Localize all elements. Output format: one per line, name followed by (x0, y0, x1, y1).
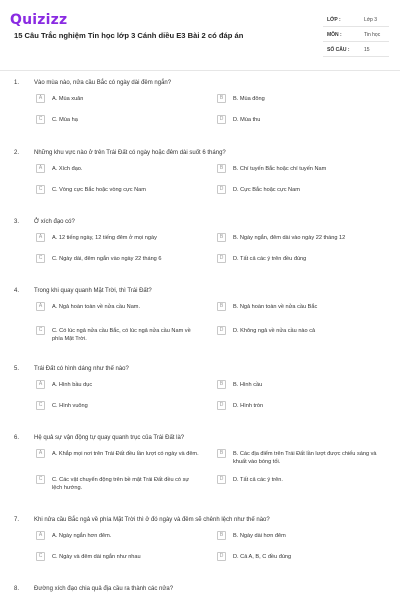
option-letter-box: D (217, 552, 226, 561)
option-text: D. Mùa thu (233, 117, 261, 123)
option-letter-box: A (36, 380, 45, 389)
option-letter-box: C (36, 552, 45, 561)
option-letter-box: D (217, 185, 226, 194)
option-letter-box: B (217, 233, 226, 242)
option-letter-box: A (36, 531, 45, 540)
option-letter-box: D (217, 115, 226, 124)
question-number: 6. (14, 435, 20, 441)
question-text: Khi nửa cầu Bắc ngả về phía Mặt Trời thì ở đó ngày và đêm sẽ chênh lệch như thế nào? (34, 517, 270, 523)
option-letter-box: B (217, 164, 226, 173)
question-text: Những khu vực nào ở trên Trái Đất có ngày hoặc đêm dài suốt 6 tháng? (34, 150, 226, 156)
option-text: B. Ngả hoàn toàn về nửa cầu Bắc (233, 304, 318, 310)
worksheet-header (0, 0, 400, 70)
option-letter-box: B (217, 94, 226, 103)
option-text: B. Ngày ngắn, đêm dài vào ngày 22 tháng 12 (233, 235, 346, 241)
meta-key: LỚP : (327, 17, 341, 23)
question-number: 4. (14, 288, 20, 294)
option-text: C. Mùa hạ (52, 117, 78, 123)
option-text: A. Ngày ngắn hơn đêm. (52, 533, 112, 539)
question-text: Vào mùa nào, nửa cầu Bắc có ngày dài đêm ngắn? (34, 80, 172, 86)
option-letter-box: D (217, 401, 226, 410)
option-letter-box: C (36, 115, 45, 124)
brand-logo: Quizizz (10, 12, 68, 28)
option-text: C. Ngày và đêm dài ngắn như nhau (52, 554, 141, 560)
meta-row-count (323, 42, 389, 57)
option-letter-box: C (36, 254, 45, 263)
option-text: C. Ngày dài, đêm ngắn vào ngày 22 tháng 6 (52, 256, 162, 262)
option-text: A. Ngả hoàn toàn về nửa cầu Nam. (52, 304, 141, 310)
option-text: D. Hình tròn (233, 403, 264, 409)
question-number: 5. (14, 366, 20, 372)
question-text: Trái Đất có hình dáng như thế nào? (34, 366, 129, 372)
option-letter-box: C (36, 185, 45, 194)
option-letter-box: B (217, 531, 226, 540)
option-text: B. Hình cầu (233, 382, 263, 388)
option-text: D. Tất cả các ý trên đều đúng (233, 256, 307, 262)
option-text: C. Các vật chuyển động trên bề mặt Trái Đất đều có sự lệch hướng. (52, 477, 190, 491)
option-letter-box: C (36, 401, 45, 410)
question-number: 1. (14, 80, 20, 86)
meta-table (323, 12, 389, 57)
meta-value: 15 (364, 47, 370, 53)
header-divider (0, 70, 400, 71)
option-text: B. Ngày dài hơn đêm (233, 533, 286, 539)
option-text: B. Các địa điểm trên Trái Đất lần lượt được chiếu sáng và khuất vào bóng tối. (233, 451, 377, 465)
option-text: C. Có lúc ngả nửa cầu Bắc, có lúc ngả nửa cầu Nam về phía Mặt Trời. (52, 328, 191, 342)
option-letter-box: B (217, 380, 226, 389)
option-text: D. Cực Bắc hoặc cực Nam (233, 187, 300, 193)
option-letter-box: B (217, 302, 226, 311)
option-letter-box: B (217, 449, 226, 458)
question-text: Đường xích đạo chia quả địa cầu ra thành các nửa? (34, 586, 174, 592)
meta-key: MÔN : (327, 32, 342, 38)
option-text: B. Chí tuyến Bắc hoặc chí tuyến Nam (233, 166, 327, 172)
option-letter-box: D (217, 475, 226, 484)
question-text: Ở xích đạo có? (34, 219, 75, 225)
meta-row-subject (323, 27, 389, 42)
option-letter-box: A (36, 449, 45, 458)
question-number: 8. (14, 586, 20, 592)
question-text: Hệ quả sự vận động tự quay quanh trục của Trái Đất là? (34, 435, 185, 441)
option-text: D. Cả A, B, C đều đúng (233, 554, 292, 560)
meta-row-class (323, 12, 389, 27)
worksheet-title: 15 Câu Trắc nghiệm Tin học lớp 3 Cánh diều E3 Bài 2 có đáp án (14, 31, 244, 40)
meta-key: SỐ CÂU : (327, 47, 350, 53)
option-letter-box: C (36, 475, 45, 484)
option-text: D. Tất cả các ý trên. (233, 477, 283, 483)
question-number: 2. (14, 150, 20, 156)
option-letter-box: D (217, 326, 226, 335)
option-text: A. Khắp mọi nơi trên Trái Đất đều lần lượt có ngày và đêm. (52, 451, 199, 457)
option-text: B. Mùa đông (233, 96, 265, 102)
meta-value: Tin học (364, 32, 381, 38)
option-letter-box: A (36, 302, 45, 311)
option-text: C. Vòng cực Bắc hoặc vòng cực Nam (52, 187, 146, 193)
option-letter-box: A (36, 94, 45, 103)
option-letter-box: A (36, 164, 45, 173)
question-number: 7. (14, 517, 20, 523)
option-letter-box: A (36, 233, 45, 242)
question-number: 3. (14, 219, 20, 225)
option-text: D. Không ngả về nửa cầu nào cả (233, 328, 316, 334)
option-text: A. Hình bầu dục (52, 382, 93, 388)
question-text: Trong khi quay quanh Mặt Trời, thì Trái Đất? (34, 288, 152, 294)
option-text: C. Hình vuông (52, 403, 88, 409)
meta-value: Lớp 3 (364, 17, 378, 23)
option-letter-box: D (217, 254, 226, 263)
option-text: A. Mùa xuân (52, 96, 84, 102)
option-letter-box: C (36, 326, 45, 335)
option-text: A. 12 tiếng ngày, 12 tiếng đêm ở mọi ngày (52, 235, 157, 241)
option-text: A. Xích đạo. (52, 166, 83, 172)
